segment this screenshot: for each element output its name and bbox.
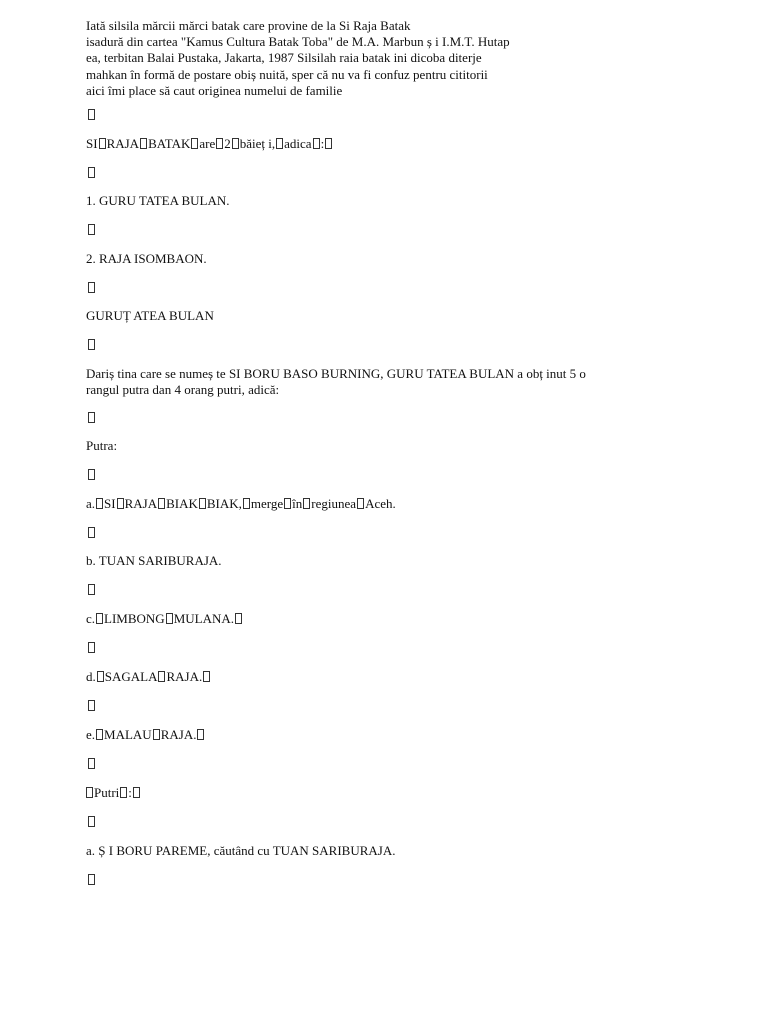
empty-glyph-line: [86, 872, 95, 888]
missing-glyph-icon: [166, 613, 173, 624]
putri-item-a: a. Ș I BORU PAREME, căutând cu TUAN SARIBURAJA.: [86, 843, 396, 858]
missing-glyph-icon: [88, 339, 95, 350]
text-fragment: RAJA: [124, 496, 158, 511]
missing-glyph-icon: [96, 613, 103, 624]
missing-glyph-icon: [313, 138, 320, 149]
text-fragment: MALAU: [104, 727, 152, 742]
missing-glyph-icon: [88, 758, 95, 769]
empty-glyph-line: [86, 640, 95, 656]
missing-glyph-icon: [216, 138, 223, 149]
heading-line-si-raja-batak: [86, 136, 333, 152]
text-fragment: :: [320, 136, 325, 151]
text-fragment: d.: [86, 669, 96, 684]
intro-line: mahkan în formă de postare obiș nuită, sper că nu va fi confuz pentru cititorii: [86, 66, 488, 82]
text-fragment: RAJA.: [160, 727, 197, 742]
list-item-1: 1. GURU TATEA BULAN.: [86, 193, 230, 208]
text-fragment: adica: [284, 136, 312, 151]
missing-glyph-icon: [199, 498, 206, 509]
empty-glyph-line: [86, 165, 95, 181]
text-fragment: regiunea: [311, 496, 357, 511]
missing-glyph-icon: [197, 729, 204, 740]
text-fragment: băieț i,: [239, 136, 276, 151]
text-fragment: c.: [86, 611, 96, 626]
missing-glyph-icon: [88, 282, 95, 293]
paragraph-line: rangul putra dan 4 orang putri, adică:: [86, 382, 280, 398]
text-fragment: SI: [86, 136, 98, 151]
missing-glyph-icon: [276, 138, 283, 149]
empty-glyph-line: [86, 280, 95, 296]
missing-glyph-icon: [203, 671, 210, 682]
text-fragment: MULANA.: [173, 611, 235, 626]
missing-glyph-icon: [284, 498, 291, 509]
putri-label: [86, 785, 141, 801]
missing-glyph-icon: [88, 584, 95, 595]
text-fragment: a.: [86, 496, 96, 511]
section-heading-guru-tatea-bulan: GURUȚ ATEA BULAN: [86, 308, 214, 323]
empty-glyph-line: [86, 582, 95, 598]
missing-glyph-icon: [88, 527, 95, 538]
empty-glyph-line: [86, 337, 95, 353]
missing-glyph-icon: [96, 729, 103, 740]
intro-line: ea, terbitan Balai Pustaka, Jakarta, 1987 Silsilah raia batak ini dicoba diterje: [86, 50, 482, 66]
text-fragment: Aceh.: [365, 496, 396, 511]
missing-glyph-icon: [232, 138, 239, 149]
empty-glyph-line: [86, 525, 95, 541]
missing-glyph-icon: [99, 138, 106, 149]
text-fragment: BIAK,: [206, 496, 242, 511]
text-fragment: SAGALA: [104, 669, 158, 684]
text-fragment: BATAK: [148, 136, 191, 151]
text-fragment: Putri: [94, 785, 120, 800]
missing-glyph-icon: [88, 412, 95, 423]
missing-glyph-icon: [235, 613, 242, 624]
missing-glyph-icon: [191, 138, 198, 149]
list-item-2: 2. RAJA ISOMBAON.: [86, 251, 207, 266]
text-fragment: 2: [224, 136, 231, 151]
empty-glyph-line: [86, 814, 95, 830]
missing-glyph-icon: [357, 498, 364, 509]
text-fragment: :: [128, 785, 132, 800]
text-fragment: SI: [104, 496, 116, 511]
missing-glyph-icon: [140, 138, 147, 149]
intro-paragraph: [86, 18, 686, 99]
text-fragment: în: [292, 496, 303, 511]
text-fragment: LIMBONG: [104, 611, 165, 626]
missing-glyph-icon: [303, 498, 310, 509]
putra-item-b: b. TUAN SARIBURAJA.: [86, 553, 222, 568]
text-fragment: BIAK: [166, 496, 198, 511]
missing-glyph-icon: [120, 787, 127, 798]
text-fragment: merge: [250, 496, 284, 511]
text-fragment: e.: [86, 727, 96, 742]
missing-glyph-icon: [88, 816, 95, 827]
missing-glyph-icon: [97, 671, 104, 682]
missing-glyph-icon: [117, 498, 124, 509]
putra-item-a: [86, 496, 396, 512]
empty-glyph-line: [86, 410, 95, 426]
missing-glyph-icon: [325, 138, 332, 149]
putra-item-d: [86, 669, 211, 685]
empty-glyph-line: [86, 107, 95, 123]
empty-glyph-line: [86, 698, 95, 714]
missing-glyph-icon: [88, 167, 95, 178]
document-page: [86, 18, 686, 858]
empty-glyph-line: [86, 222, 95, 238]
text-fragment: are: [199, 136, 216, 151]
missing-glyph-icon: [243, 498, 250, 509]
intro-line: Iată silsila mărcii mărci batak care provine de la Si Raja Batak: [86, 18, 411, 33]
text-fragment: RAJA.: [166, 669, 203, 684]
missing-glyph-icon: [86, 787, 93, 798]
missing-glyph-icon: [88, 874, 95, 885]
intro-line: aici îmi place să caut originea numelui de familie: [86, 82, 343, 98]
missing-glyph-icon: [158, 671, 165, 682]
missing-glyph-icon: [133, 787, 140, 798]
putra-item-e: [86, 727, 205, 743]
missing-glyph-icon: [88, 700, 95, 711]
descendants-paragraph: [86, 366, 646, 398]
intro-line: isadură din cartea "Kamus Cultura Batak Toba" de M.A. Marbun ș i I.M.T. Hutap: [86, 34, 510, 50]
missing-glyph-icon: [158, 498, 165, 509]
text-fragment: RAJA: [106, 136, 140, 151]
paragraph-line: Dariș tina care se numeș te SI BORU BASO BURNING, GURU TATEA BULAN a obț inut 5 o: [86, 366, 586, 381]
missing-glyph-icon: [153, 729, 160, 740]
empty-glyph-line: [86, 467, 95, 483]
missing-glyph-icon: [88, 469, 95, 480]
missing-glyph-icon: [88, 224, 95, 235]
empty-glyph-line: [86, 756, 95, 772]
putra-label: Putra:: [86, 438, 118, 453]
missing-glyph-icon: [96, 498, 103, 509]
putra-item-c: [86, 611, 243, 627]
missing-glyph-icon: [88, 109, 95, 120]
missing-glyph-icon: [88, 642, 95, 653]
